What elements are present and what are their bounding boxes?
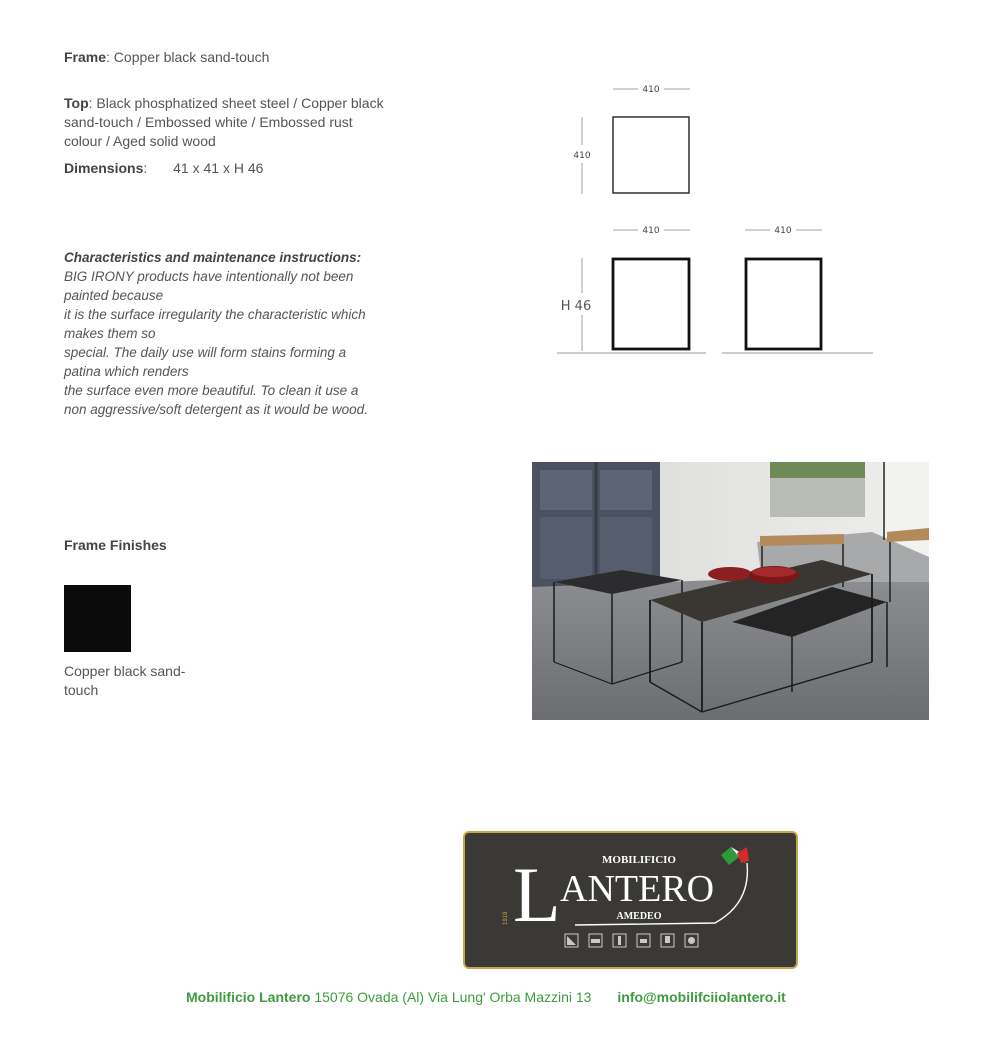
top-view-square [613,117,689,193]
care-line-3: it is the surface irregularity the characteristic which [64,307,366,322]
top-label: Top [64,95,89,111]
dimensions-label: Dimensions [64,160,144,176]
flag-green-icon [721,847,739,865]
dimensions-sep: : [143,160,148,176]
care-line-6: patina which renders [64,364,189,379]
finish-swatch-label [64,662,204,700]
top-value-line-3: colour / Aged solid wood [64,133,216,149]
product-photo [532,462,929,720]
side-view-frame [746,259,821,349]
top-value-line-1: : Black phosphatized sheet steel / Copper black [88,95,384,111]
top-view [573,85,690,194]
frame-label: Frame [64,49,107,65]
dimensions-value: 41 x 41 x H 46 [173,160,264,176]
care-line-1: BIG IRONY products have intentionally not been [64,269,354,284]
care-line-2: painted because [64,288,164,303]
logo-icon-row [565,934,698,947]
side-width-label: 410 [774,226,792,236]
top-value-line-2: sand-touch / Embossed white / Embossed rust [64,114,353,130]
footer [186,989,786,1005]
care-line-4: makes them so [64,326,156,341]
care-title: Characteristics and maintenance instructions: [64,250,362,265]
flag-red-icon [737,847,749,863]
care-line-5: special. The daily use will form stains forming a [64,345,347,360]
finish-swatch[interactable] [64,585,131,652]
finish-swatch-label-line-2: touch [64,682,99,698]
top-width-label: 410 [642,85,660,95]
front-view [557,226,706,353]
footer-address: 15076 Ovada (Al) Via Lung' Orba Mazzini 13 [314,989,592,1005]
top-spec [64,94,404,151]
logo-year: 1919 [503,911,509,925]
logo-line3: AMEDEO [616,911,662,922]
logo-line1: MOBILIFICIO [602,854,676,866]
front-width-label: 410 [642,226,660,236]
frame-value: : Copper black sand-touch [106,49,270,65]
care-instructions [64,248,404,419]
logo-initial: L [513,851,561,938]
footer-brand: Mobilificio Lantero [186,989,311,1005]
company-logo [463,831,798,969]
care-line-8: non aggressive/soft detergent as it would be wood. [64,402,368,417]
logo-main: ANTERO [560,868,715,910]
front-view-frame [613,259,689,349]
frame-finishes-title: Frame Finishes [64,537,167,553]
top-depth-label: 410 [573,151,591,161]
frame-spec [64,48,269,67]
footer-email-link[interactable]: info@mobilifciiolantero.it [617,989,786,1005]
finish-swatch-label-line-1: Copper black sand- [64,663,186,679]
height-label: H 46 [560,299,592,314]
technical-drawing [540,75,900,365]
dimensions-spec [64,159,263,178]
side-view [722,226,873,353]
logo-graphic [465,833,796,967]
care-line-7: the surface even more beautiful. To clean it use a [64,383,359,398]
